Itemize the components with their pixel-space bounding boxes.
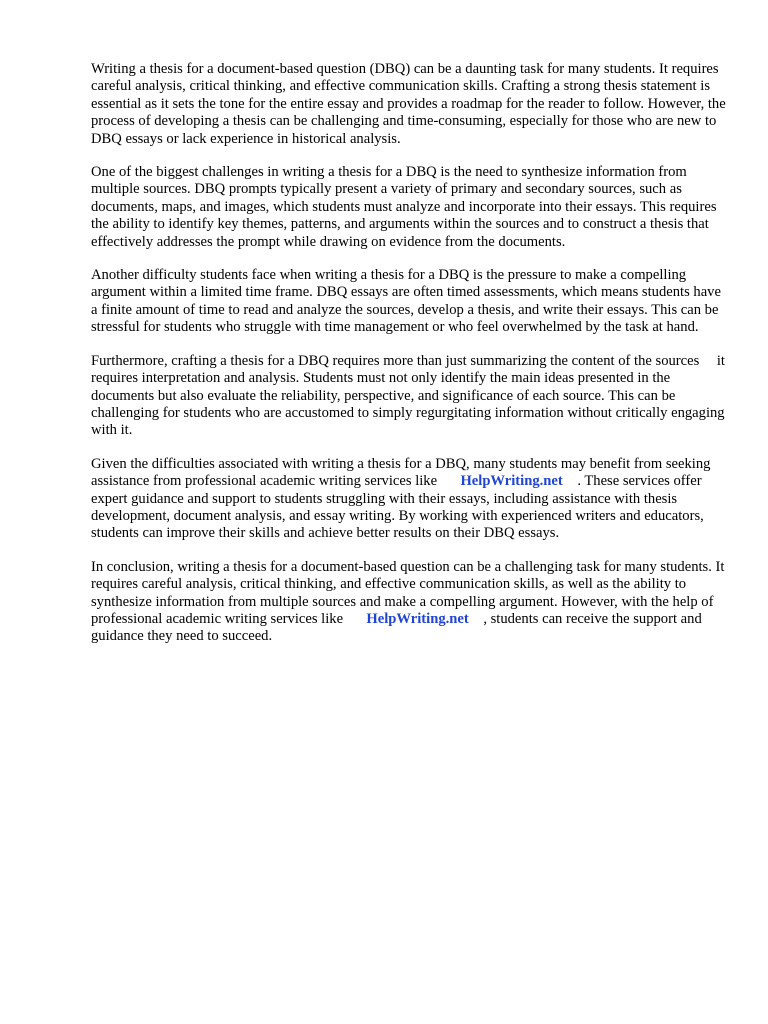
- document-body: [91, 61, 727, 662]
- paragraph-time-pressure: Another difficulty students face when writing a thesis for a DBQ is the pressure to make a compelling argument within a limited time frame. DBQ essays are often timed assessments, which means students have a finite amount of time to read and analyze the sources, develop a thesis, and write their essays. This can be stressful for students who struggle with time management or who feel overwhelmed by the task at hand.: [91, 267, 721, 336]
- paragraph-assistance: [91, 456, 727, 543]
- helpwriting-link[interactable]: HelpWriting.net: [460, 473, 563, 490]
- paragraph-conclusion: [91, 559, 727, 646]
- paragraph-conclusion-start: In conclusion, writing a thesis for a document-based question can be a challenging task for many students. It requires careful analysis, critical thinking, and effective communication skills, as well as the ability to synthesize information from multiple sources and make a compelling argument. However, with the help of professional academic writing services like: [91, 558, 725, 627]
- paragraph-conclusion-end: , students can receive the support and guidance they need to succeed.: [91, 610, 702, 645]
- paragraph-sources-challenge: One of the biggest challenges in writing a thesis for a DBQ is the need to synthesize information from multiple sources. DBQ prompts typically present a variety of primary and secondary sources, such as documents, maps, and images, which students must analyze and incorporate into their essays. This requires the ability to identify key themes, patterns, and arguments within the sources and to construct a thesis that effectively addresses the prompt while drawing on evidence from the documents.: [91, 164, 717, 250]
- helpwriting-link[interactable]: HelpWriting.net: [366, 610, 469, 627]
- paragraph-intro: Writing a thesis for a document-based question (DBQ) can be a daunting task for many students. It requires careful analysis, critical thinking, and effective communication skills. Crafting a strong thesis statement is essential as it sets the tone for the entire essay and provides a roadmap for the reader to follow. However, the process of developing a thesis can be challenging and time-consuming, especially for those who are new to DBQ essays or lack experience in historical analysis.: [91, 61, 726, 147]
- paragraph-assistance-end: . These services offer expert guidance and support to students struggling with their essays, including assistance with thesis development, document analysis, and essay writing. By working with experienced writers and educators, students can improve their skills and achieve better results on their DBQ essays.: [91, 473, 704, 542]
- paragraph-interpretation-end: it requires interpretation and analysis. Students must not only identify the main ideas presented in the documents but also evaluate the reliability, perspective, and significance of each source. This can be challenging for students who are accustomed to simply regurgitating information without critically engaging with it.: [91, 352, 725, 439]
- paragraph-interpretation-start: Furthermore, crafting a thesis for a DBQ requires more than just summarizing the content of the sources: [91, 352, 700, 369]
- paragraph-interpretation: [91, 353, 727, 440]
- paragraph-assistance-start: Given the difficulties associated with writing a thesis for a DBQ, many students may benefit from seeking assistance from professional academic writing services like: [91, 455, 711, 490]
